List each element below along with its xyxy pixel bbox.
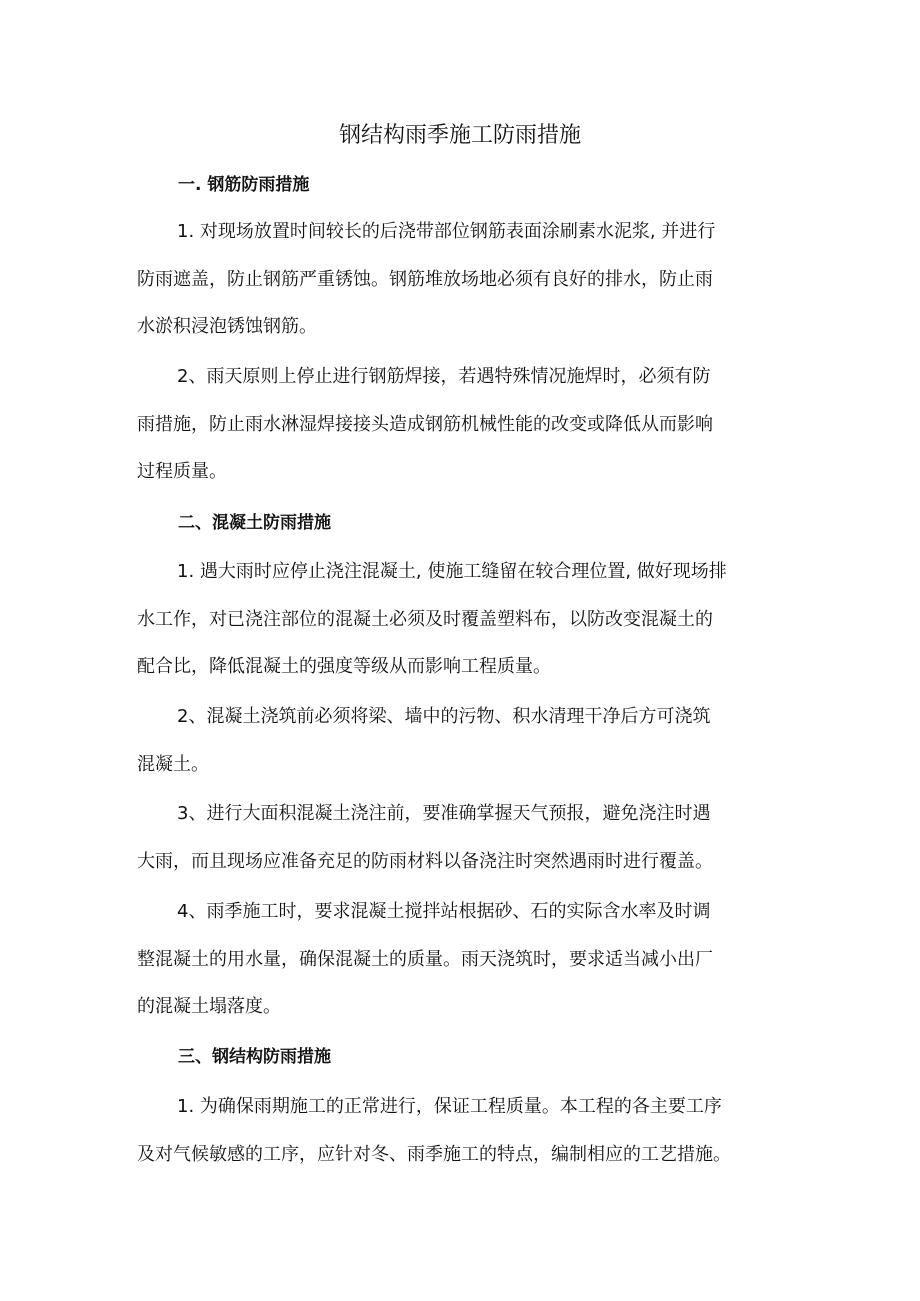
paragraph-line: 配合比，降低混凝土的强度等级从而影响工程质量。 [137,656,551,677]
paragraph-concrete-4 [137,888,797,1031]
paragraph-rebar-1 [137,208,797,351]
paragraph-line: 整混凝土的用水量，确保混凝土的质量。雨天浇筑时，要求适当减小出厂 [137,948,713,970]
paragraph-line: 过程质量。 [137,461,227,482]
paragraph-concrete-3 [137,790,797,885]
paragraph-line: 1. 为确保雨期施工的正常进行，保证工程质量。本工程的各主要工序 [177,1096,722,1117]
section-heading-steel: 三、钢结构防雨措施 [178,1047,331,1067]
paragraph-line: 的混凝土塌落度。 [137,996,281,1017]
paragraph-concrete-1 [137,548,797,691]
paragraph-line: 1. 对现场放置时间较长的后浇带部位钢筋表面涂刷素水泥浆, 并进行 [177,221,716,242]
paragraph-rebar-2 [137,353,797,496]
paragraph-line: 水工作，对已浇注部位的混凝土必须及时覆盖塑料布，以防改变混凝土的 [137,608,713,630]
document-title: 钢结构雨季施工防雨措施 [338,123,581,148]
paragraph-line: 4、雨季施工时，要求混凝土搅拌站根据砂、石的实际含水率及时调 [177,901,711,922]
section-heading-rebar: 一. 钢筋防雨措施 [178,175,310,195]
paragraph-line: 2、雨天原则上停止进行钢筋焊接，若遇特殊情况施焊时，必须有防 [177,366,711,387]
paragraph-line: 1. 遇大雨时应停止浇注混凝土, 使施工缝留在较合理位置, 做好现场排 [177,561,727,582]
paragraph-line: 2、混凝土浇筑前必须将梁、墙中的污物、积水清理干净后方可浇筑 [177,706,711,727]
paragraph-steel-1 [137,1083,797,1178]
paragraph-line: 混凝土。 [137,753,209,775]
paragraph-line: 3、进行大面积混凝土浇注前，要准确掌握天气预报，避免浇注时遇 [177,803,711,824]
paragraph-line: 雨措施，防止雨水淋湿焊接接头造成钢筋机械性能的改变或降低从而影响 [137,413,713,435]
paragraph-line: 及对气候敏感的工序，应针对冬、雨季施工的特点，编制相应的工艺措施。 [137,1143,731,1165]
section-heading-concrete: 二、混凝土防雨措施 [178,513,331,533]
paragraph-concrete-2 [137,693,797,788]
paragraph-line: 大雨，而且现场应准备充足的防雨材料以备浇注时突然遇雨时进行覆盖。 [137,850,713,872]
paragraph-line: 水淤积浸泡锈蚀钢筋。 [137,316,317,337]
paragraph-line: 防雨遮盖，防止钢筋严重锈蚀。钢筋堆放场地必须有良好的排水，防止雨 [137,268,713,290]
